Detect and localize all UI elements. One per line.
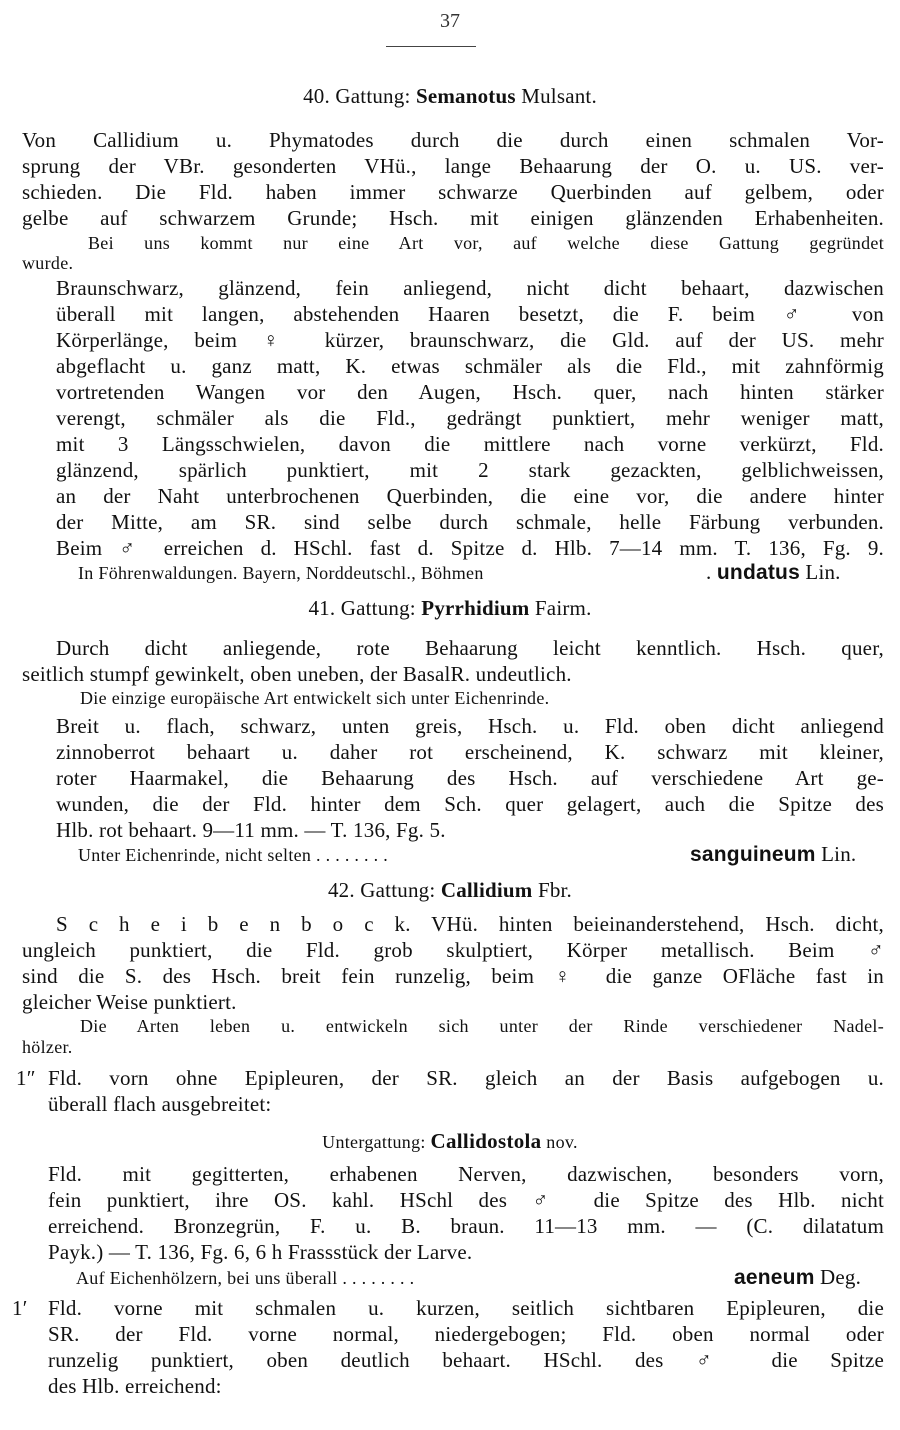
desc-line: Hlb. rot behaart. 9—11 mm. — T. 136, Fg. 5. — [56, 818, 446, 842]
desc-line: abgeflacht u. ganz matt, K. etwas schmäler als die Fld., mit zahnförmig — [56, 354, 884, 378]
header-rule — [386, 46, 476, 47]
sub-line: erreichend. Bronzegrün, F. u. B. braun. 11—13 mm. — (C. dilatatum — [48, 1214, 884, 1238]
key-line: des Hlb. erreichend: — [48, 1374, 222, 1398]
desc-line: mit 3 Längsschwielen, davon die mittlere nach vorne verkürzt, Fld. — [56, 432, 884, 456]
species-author: Lin. — [821, 842, 857, 866]
text-line: gelbe auf schwarzem Grunde; Hsch. mit einigen glänzenden Erhabenheiten. — [22, 206, 884, 230]
page-number: 37 — [440, 10, 460, 32]
subgenus-prefix: Untergattung: — [322, 1132, 426, 1152]
key-line: Fld. vorne mit schmalen u. kurzen, seitlich sichtbaren Epipleuren, die — [48, 1296, 884, 1320]
note-line: hölzer. — [22, 1037, 73, 1057]
text-line: gleicher Weise punktiert. — [22, 990, 237, 1014]
text-line: Von Callidium u. Phymatodes durch die durch einen schmalen Vor- — [22, 128, 884, 152]
note-line: wurde. — [22, 253, 74, 273]
species-name: sanguineum — [690, 843, 816, 866]
key-line: runzelig punktiert, oben deutlich behaart. HSchl. des ♂ die Spitze — [48, 1348, 884, 1372]
subgenus-name: Callidostola — [430, 1129, 542, 1153]
habitat-line: In Föhrenwaldungen. Bayern, Norddeutschl., Böhmen — [78, 563, 484, 583]
habitat-line: Auf Eichenhölzern, bei uns überall . . . . . . . . — [76, 1268, 415, 1288]
species-name-line — [706, 560, 841, 585]
subgenus-author: nov. — [546, 1132, 578, 1152]
text-line: Durch dicht anliegende, rote Behaarung leicht kenntlich. Hsch. quer, — [56, 636, 884, 660]
key-line: SR. der Fld. vorne normal, niedergebogen; Fld. oben normal oder — [48, 1322, 884, 1346]
note-line: Bei uns kommt nur eine Art vor, auf welche diese Gattung gegründet — [88, 233, 884, 253]
subgenus-heading — [0, 1129, 900, 1154]
desc-line: der Mitte, am SR. sind selbe durch schmale, helle Färbung verbunden. — [56, 510, 884, 534]
desc-line: Braunschwarz, glänzend, fein anliegend, nicht dicht behaart, dazwischen — [56, 276, 884, 300]
desc-line: wunden, die der Fld. hinter dem Sch. quer gelagert, auch die Spitze des — [56, 792, 884, 816]
genus-heading-40 — [0, 84, 900, 109]
key-line: Fld. vorn ohne Epipleuren, der SR. gleich an der Basis aufgebogen u. — [48, 1066, 884, 1090]
text-line: sind die S. des Hsch. breit fein runzelig, beim ♀ die ganze OFläche fast in — [22, 964, 884, 988]
sub-line: fein punktiert, ihre OS. kahl. HSchl des ♂ die Spitze des Hlb. nicht — [48, 1188, 884, 1212]
genus-author: Mulsant. — [521, 84, 597, 108]
genus-heading-42 — [0, 878, 900, 903]
desc-line: an der Naht unterbrochenen Querbinden, die eine vor, die andere hinter — [56, 484, 884, 508]
species-author: Lin. — [805, 560, 841, 584]
genus-heading-41 — [0, 596, 900, 621]
heading-prefix: 40. Gattung: — [303, 84, 411, 108]
desc-line: Beim ♂ erreichen d. HSchl. fast d. Spitze d. Hlb. 7—14 mm. T. 136, Fg. 9. — [56, 536, 884, 560]
species-name: aeneum — [734, 1266, 815, 1289]
note-line: Die einzige europäische Art entwickelt sich unter Eichenrinde. — [80, 688, 550, 708]
genus-name: Semanotus — [415, 84, 516, 108]
sub-line: Fld. mit gegitterten, erhabenen Nerven, dazwischen, besonders vorn, — [48, 1162, 884, 1186]
species-name-line — [734, 1265, 861, 1290]
text-line: ungleich punktiert, die Fld. grob skulptiert, Körper metallisch. Beim ♂ — [22, 938, 884, 962]
key-marker: 1″ — [16, 1066, 36, 1090]
genus-name: Callidium — [440, 878, 533, 902]
desc-line: zinnoberrot behaart u. daher rot erscheinend, K. schwarz mit kleiner, — [56, 740, 884, 764]
habitat-line: Unter Eichenrinde, nicht selten . . . . . . . . — [78, 845, 389, 865]
genus-author: Fairm. — [534, 596, 592, 620]
species-name-line — [690, 842, 856, 867]
desc-line: verengt, schmäler als die Fld., gedrängt punktiert, mehr weniger matt, — [56, 406, 884, 430]
sub-line: Payk.) — T. 136, Fg. 6, 6 h Frassstück der Larve. — [48, 1240, 473, 1264]
text-line: sprung der VBr. gesonderten VHü., lange Behaarung der O. u. US. ver- — [22, 154, 884, 178]
key-line: überall flach ausgebreitet: — [48, 1092, 272, 1116]
text-line: seitlich stumpf gewinkelt, oben uneben, der BasalR. undeutlich. — [22, 662, 572, 686]
species-author: Deg. — [820, 1265, 862, 1289]
desc-line: Breit u. flach, schwarz, unten greis, Hsch. u. Fld. oben dicht anliegend — [56, 714, 884, 738]
note-line: Die Arten leben u. entwickeln sich unter der Rinde verschiedener Nadel- — [80, 1016, 884, 1036]
desc-line: roter Haarmakel, die Behaarung des Hsch. auf verschiedene Art ge- — [56, 766, 884, 790]
species-dot: . — [706, 560, 712, 584]
text-line: S c h e i b e n b o c k. VHü. hinten beieinanderstehend, Hsch. dicht, — [56, 912, 884, 936]
genus-author: Fbr. — [537, 878, 573, 902]
key-marker: 1′ — [12, 1296, 28, 1320]
text-line: schieden. Die Fld. haben immer schwarze Querbinden auf gelbem, oder — [22, 180, 884, 204]
heading-prefix: 42. Gattung: — [327, 878, 436, 902]
species-name: undatus — [716, 561, 800, 584]
desc-line: überall mit langen, abstehenden Haaren besetzt, die F. beim ♂ von — [56, 302, 884, 326]
desc-line: vortretenden Wangen vor den Augen, Hsch. quer, nach hinten stärker — [56, 380, 884, 404]
desc-line: glänzend, spärlich punktiert, mit 2 stark gezackten, gelblichweissen, — [56, 458, 884, 482]
heading-prefix: 41. Gattung: — [308, 596, 416, 620]
genus-name: Pyrrhidium — [421, 596, 530, 620]
desc-line: Körperlänge, beim ♀ kürzer, braunschwarz, die Gld. auf der US. mehr — [56, 328, 884, 352]
